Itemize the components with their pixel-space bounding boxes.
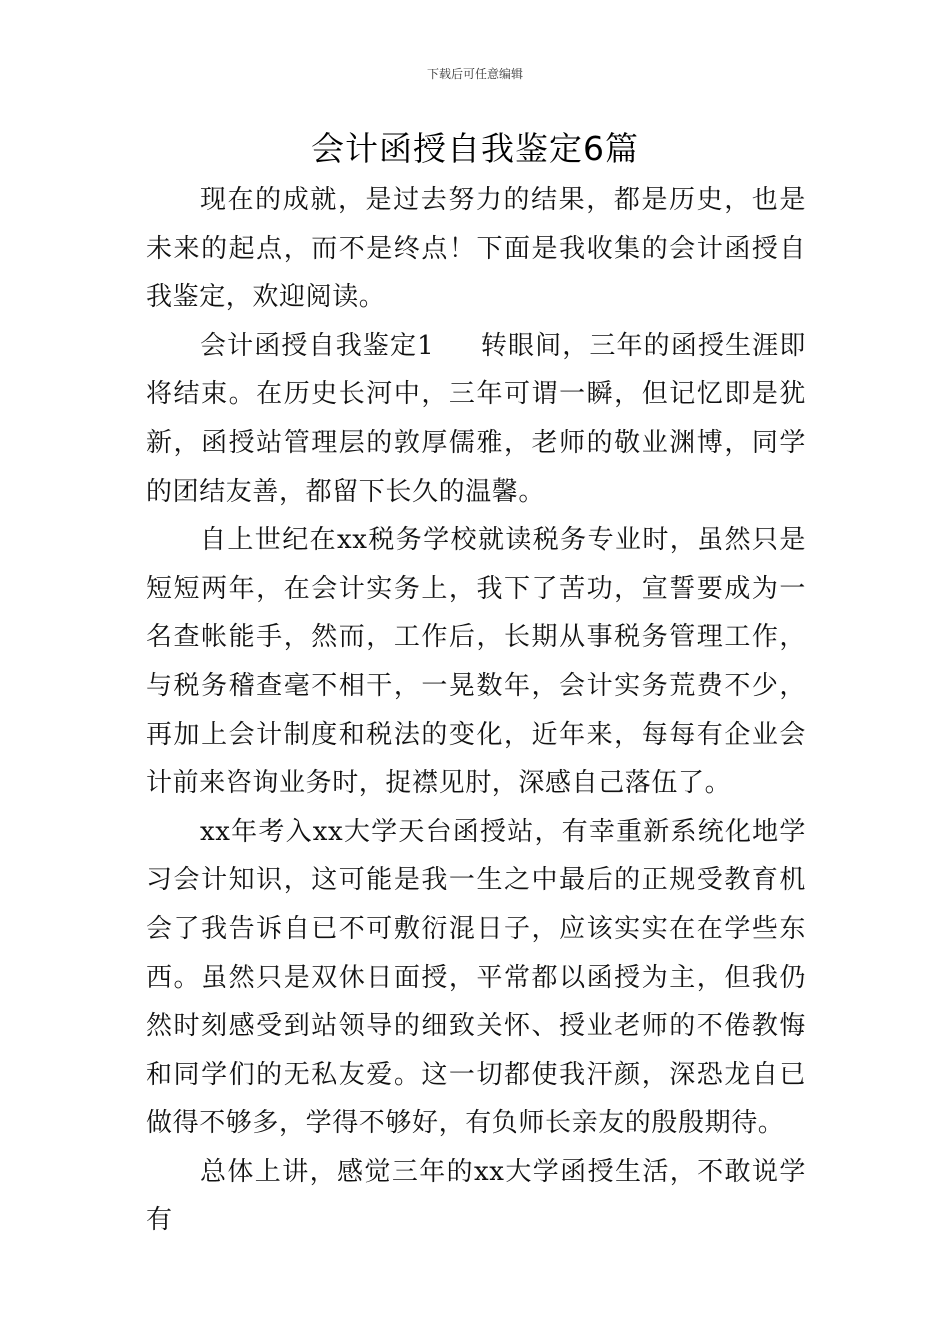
- paragraph-body: [146, 516, 806, 808]
- paragraph-text: 转眼间，三年的函授生涯即将结束。在历史长河中，三年可谓一瞬，但记忆即是犹新，函授站管理层的敦厚儒雅，老师的敬业渊博，同学的团结友善，都留下长久的温馨。: [146, 330, 806, 507]
- paragraph-text: 总体上讲，感觉三年的xx大学函授生活，不敢说学有: [146, 1156, 806, 1236]
- section-heading: 会计函授自我鉴定1: [200, 330, 435, 361]
- paragraph-text: 自上世纪在xx税务学校就读税务专业时，虽然只是短短两年，在会计实务上，我下了苦功，宣誓要成为一名查帐能手，然而，工作后，长期从事税务管理工作，与税务稽查毫不相干，一晃数年，会计实务荒费不少，再加上会计制度和税法的变化，近年来，每每有企业会计前来咨询业务时，捉襟见肘，深感自己落伍了。: [146, 525, 806, 799]
- header-note: 下载后可任意编辑: [426, 67, 523, 81]
- document-body: [146, 176, 806, 1245]
- paragraph-body: [146, 808, 806, 1148]
- paragraph-text: xx年考入xx大学天台函授站，有幸重新系统化地学习会计知识，这可能是我一生之中最后的正规受教育机会了我告诉自已不可敷衍混日子，应该实实在在学些东西。虽然只是双休日面授，平常都以函授为主，但我仍然时刻感受到站领导的细致关怀、授业老师的不倦教悔和同学们的无私友爱。这一切都使我汗颜，深恐龙自已做得不够多，学得不够好，有负师长亲友的殷殷期待。: [146, 816, 806, 1139]
- paragraph-section-1: [146, 322, 806, 516]
- document-title: 会计函授自我鉴定6篇: [311, 129, 639, 168]
- paragraph-intro: [146, 176, 806, 322]
- paragraph-body: [146, 1148, 806, 1245]
- paragraph-text: 现在的成就，是过去努力的结果，都是历史，也是未来的起点，而不是终点！下面是我收集的会计函授自我鉴定，欢迎阅读。: [146, 185, 806, 313]
